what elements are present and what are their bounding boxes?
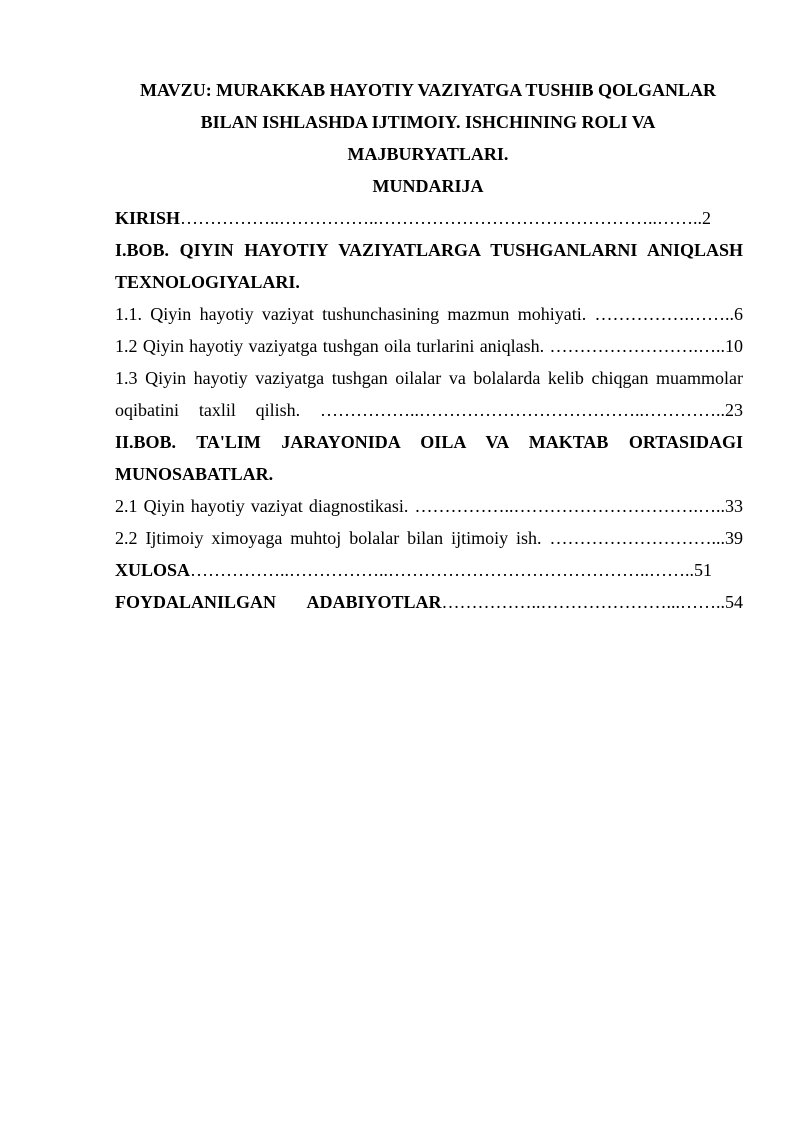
title-line-2: BILAN ISHLASHDA IJTIMOIY. ISHCHINING ROLI VA: [200, 112, 656, 132]
toc-page-number: 54: [725, 592, 743, 612]
toc-entry-1-3-line-1: 1.3 Qiyin hayotiy vaziyatga tushgan oilalar va bolalarda kelib chiqgan muammolar: [115, 368, 743, 388]
toc-page-number: 23: [725, 400, 743, 420]
toc-chapter-1-line-2: TEXNOLOGIYALARI.: [115, 272, 300, 292]
toc-label: 2.2 Ijtimoiy ximoyaga muhtoj bolalar bilan ijtimoiy ish.: [115, 528, 550, 548]
toc-leader: ……………..……………..……………………………………..……..: [190, 560, 695, 580]
toc-page-number: 2: [702, 208, 712, 228]
document-title: [60, 74, 796, 170]
toc-entry-2-1: [115, 490, 743, 522]
title-line-3: MAJBURYATLARI.: [347, 144, 509, 164]
title-line-1: MAVZU: MURAKKAB HAYOTIY VAZIYATGA TUSHIB QOLGANLAR: [140, 80, 716, 100]
toc-chapter-1-line-1: I.BOB. QIYIN HAYOTIY VAZIYATLARGA TUSHGANLARNI ANIQLASH: [115, 240, 743, 260]
toc-page-number: 33: [725, 496, 743, 516]
toc-leader: ……………..………………………….…..: [414, 496, 725, 516]
toc-page-number: 10: [725, 336, 743, 356]
toc-entry-2-2: [115, 522, 743, 554]
toc-label: oqibatini taxlil qilish.: [115, 400, 320, 420]
toc-chapter-2-line-1: II.BOB. TA'LIM JARAYONIDA OILA VA MAKTAB ORTASIDAGI: [115, 432, 743, 452]
toc-label: XULOSA: [115, 560, 191, 580]
toc-entry-1-1: [115, 298, 743, 330]
toc-leader: ……………..………………………………..…………..: [320, 400, 725, 420]
toc-label: FOYDALANILGAN ADABIYOTLAR: [115, 592, 442, 612]
toc-entry-xulosa: [115, 554, 743, 586]
toc-label: 2.1 Qiyin hayotiy vaziyat diagnostikasi.: [115, 496, 415, 516]
toc-leader: ……………..……………..………………………………………..……..: [180, 208, 703, 228]
toc-page-number: 39: [725, 528, 743, 548]
toc-chapter-2-line-2: MUNOSABATLAR.: [115, 464, 274, 484]
toc-leader: …………………….…..: [549, 336, 725, 356]
table-of-contents: [115, 202, 743, 618]
toc-label: 1.1. Qiyin hayotiy vaziyat tushunchasining mazmun mohiyati.: [115, 304, 595, 324]
toc-entry-foydalanilgan-adabiyotlar: [115, 586, 743, 618]
toc-leader: ……………..…………………...……..: [441, 592, 725, 612]
toc-label: 1.2 Qiyin hayotiy vaziyatga tushgan oila turlarini aniqlash.: [115, 336, 550, 356]
toc-entry-1-2: [115, 330, 743, 362]
toc-entry-1-3-line-2: [115, 394, 743, 426]
toc-page-number: 6: [734, 304, 743, 324]
toc-heading: MUNDARIJA: [372, 176, 484, 196]
toc-leader: …………….……..: [594, 304, 734, 324]
toc-entry-kirish: [115, 202, 743, 234]
toc-page-number: 51: [694, 560, 713, 580]
toc-leader: ………………………...: [549, 528, 725, 548]
toc-label: KIRISH: [115, 208, 181, 228]
